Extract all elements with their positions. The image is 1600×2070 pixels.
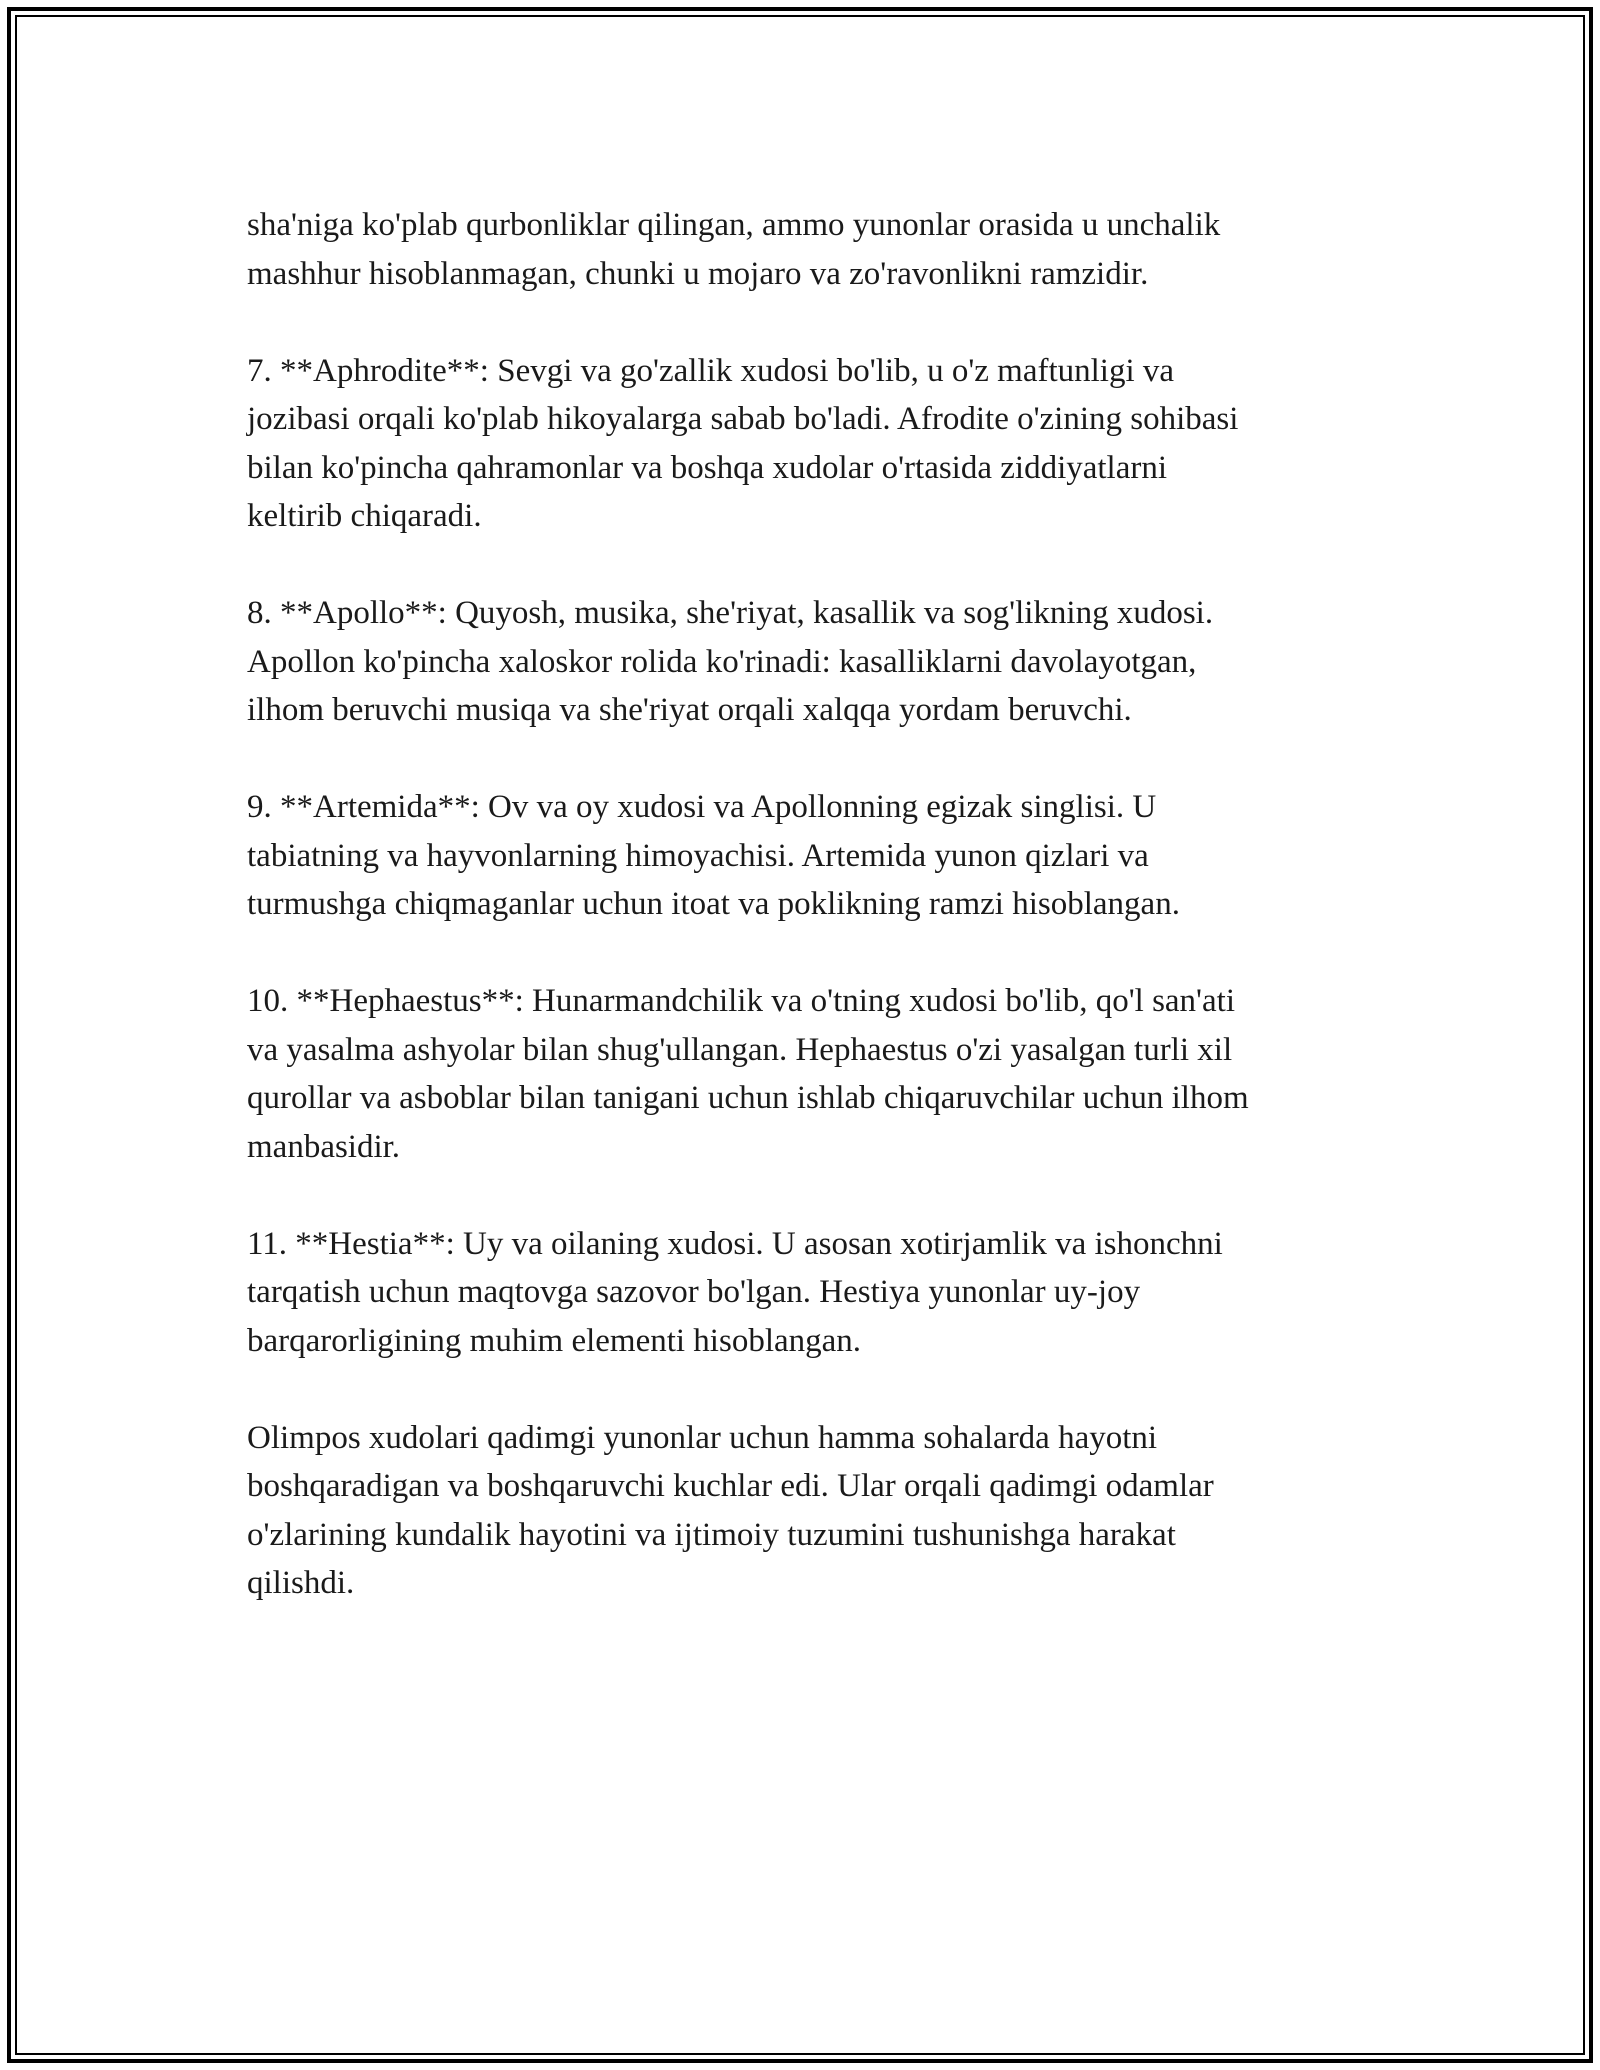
paragraph-aphrodite: 7. **Aphrodite**: Sevgi va go'zallik xudosi bo'lib, u o'z maftunligi va jozibasi orqali ko'plab hikoyalarga sabab bo'ladi. Afrodite o'zining sohibasi bilan ko'pincha qahramonlar va boshqa xudolar o'rtasida ziddiyatlarni keltirib chiqaradi. xyxy=(247,352,1239,534)
paragraph-apollo: 8. **Apollo**: Quyosh, musika, she'riyat, kasallik va sog'likning xudosi. Apollon ko'pincha xaloskor rolida ko'rinadi: kasalliklarni davolayotgan, ilhom beruvchi musiqa va she'riyat orqali xalqqa yordam beruvchi. xyxy=(247,595,1214,728)
paragraph-hephaestus: 10. **Hephaestus**: Hunarmandchilik va o'tning xudosi bo'lib, qo'l san'ati va yasalma ashyolar bilan shug'ullangan. Hephaestus o'zi yasalgan turli xil qurollar va asboblar bilan tanigani uchun ishlab chiqaruvchilar uchun ilhom manbasidir. xyxy=(247,983,1249,1165)
document-body xyxy=(247,201,1377,1656)
paragraph-conclusion: Olimpos xudolari qadimgi yunonlar uchun hamma sohalarda hayotni boshqaradigan va boshqaruvchi kuchlar edi. Ular orqali qadimgi odamlar o'zlarining kundalik hayotini va ijtimoiy tuzumini tushunishga harakat qilishdi. xyxy=(247,1419,1214,1601)
paragraph-artemida: 9. **Artemida**: Ov va oy xudosi va Apollonning egizak singlisi. U tabiatning va hayvonlarning himoyachisi. Artemida yunon qizlari va turmushga chiqmaganlar uchun itoat va poklikning ramzi hisoblangan. xyxy=(247,789,1180,922)
paragraph-hestia: 11. **Hestia**: Uy va oilaning xudosi. U asosan xotirjamlik va ishonchni tarqatish uchun maqtovga sazovor bo'lgan. Hestiya yunonlar uy-joy barqarorligining muhim elementi hisoblangan. xyxy=(247,1225,1223,1359)
paragraph-intro-continuation: sha'niga ko'plab qurbonliklar qilingan, ammo yunonlar orasida u unchalik mashhur hisoblanmagan, chunki u mojaro va zo'ravonlikni ramzidir. xyxy=(247,207,1221,292)
page-frame xyxy=(7,7,1593,2063)
